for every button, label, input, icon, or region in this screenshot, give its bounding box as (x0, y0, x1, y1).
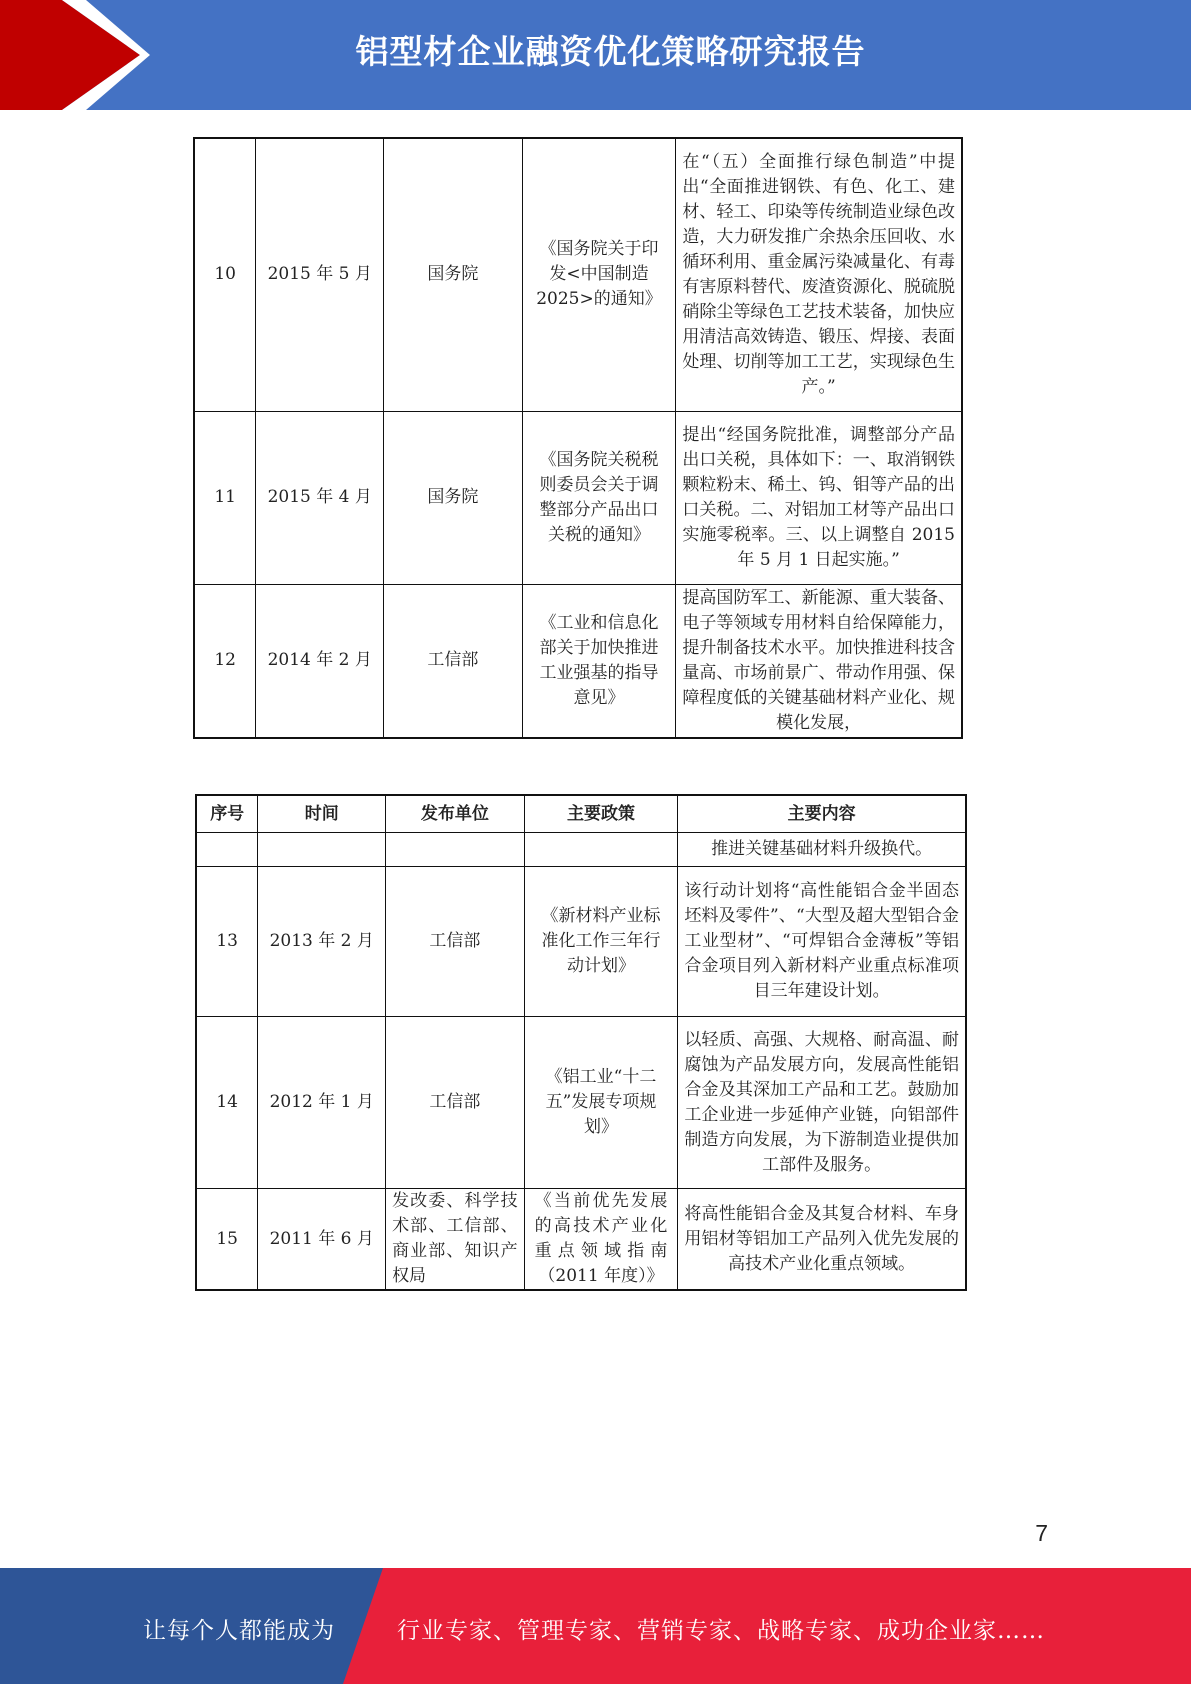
row-content: 提出“经国务院批准，调整部分产品出口关税，具体如下：一、取消钢铁颗粒粉末、稀土、钨、钼等产品的出口关税。二、对铝加工材等产品出口实施零税率。三、以上调整自 2015 年 5 月 1 日起实施。” (676, 411, 962, 584)
row-policy: 《国务院关税税则委员会关于调整部分产品出口关税的通知》 (522, 411, 676, 584)
row-policy: 《国务院关于印发<中国制造2025>的通知》 (522, 138, 676, 411)
row-content: 以轻质、高强、大规格、耐高温、耐腐蚀为产品发展方向，发展高性能铝合金及其深加工产品和工艺。鼓励加工企业进一步延伸产业链，向铝部件制造方向发展，为下游制造业提供加工部件及服务。 (678, 1017, 966, 1189)
row-policy: 《工业和信息化部关于加快推进工业强基的指导意见》 (522, 584, 676, 738)
header-policy: 主要政策 (524, 795, 678, 833)
row-time: 2015 年 5 月 (256, 138, 384, 411)
row-time: 2013 年 2 月 (258, 867, 386, 1017)
row-content: 在“（五）全面推行绿色制造”中提出“全面推进钢铁、有色、化工、建材、轻工、印染等传统制造业绿色改造，大力研发推广余热余压回收、水循环利用、重金属污染减量化、有毒有害原料替代、废渣资源化、脱硫脱硝除尘等绿色工艺技术装备，加快应用清洁高效铸造、锻压、焊接、表面处理、切削等加工工艺，实现绿色生产。” (676, 138, 962, 411)
header-time: 时间 (258, 795, 386, 833)
footer-slogan-left: 让每个人都能成为 (143, 1618, 335, 1644)
footer-slogan-right: 行业专家、管理专家、营销专家、战略专家、成功企业家…… (397, 1618, 1045, 1644)
row-policy: 《铝工业“十二五”发展专项规划》 (524, 1017, 678, 1189)
row-org: 发改委、科学技术部、工信部、商业部、知识产权局 (386, 1189, 525, 1291)
header-content: 主要内容 (678, 795, 966, 833)
table-row (194, 584, 962, 738)
row-number: 10 (194, 138, 256, 411)
row-content: 推进关键基础材料升级换代。 (678, 833, 966, 867)
row-number: 15 (196, 1189, 258, 1291)
table-row-continuation (196, 833, 966, 867)
row-number: 12 (194, 584, 256, 738)
row-org: 国务院 (384, 138, 523, 411)
page-footer (0, 1568, 1191, 1684)
table-row (194, 411, 962, 584)
row-time: 2014 年 2 月 (256, 584, 384, 738)
row-time: 2012 年 1 月 (258, 1017, 386, 1189)
header-org: 发布单位 (386, 795, 525, 833)
page-header (0, 0, 1191, 110)
row-content: 该行动计划将“高性能铝合金半固态坯料及零件”、“大型及超大型铝合金工业型材”、“可焊铝合金薄板”等铝合金项目列入新材料产业重点标准项目三年建设计划。 (678, 867, 966, 1017)
table-row (196, 1017, 966, 1189)
row-content: 提高国防军工、新能源、重大装备、电子等领域专用材料自给保障能力，提升制备技术水平。加快推进科技含量高、市场前景广、带动作用强、保障程度低的关键基础材料产业化、规模化发展， (676, 584, 962, 738)
table-row (196, 1189, 966, 1291)
table-row (196, 867, 966, 1017)
row-time: 2015 年 4 月 (256, 411, 384, 584)
table-header-row (196, 795, 966, 833)
header-number: 序号 (196, 795, 258, 833)
row-policy: 《当前优先发展的高技术产业化重点领域指南（2011 年度）》 (524, 1189, 678, 1291)
row-content: 将高性能铝合金及其复合材料、车身用铝材等铝加工产品列入优先发展的高技术产业化重点领域。 (678, 1189, 966, 1291)
row-org: 工信部 (384, 584, 523, 738)
row-number: 11 (194, 411, 256, 584)
policy-table (195, 794, 967, 1291)
row-number: 13 (196, 867, 258, 1017)
row-org: 工信部 (386, 867, 525, 1017)
row-org: 国务院 (384, 411, 523, 584)
report-title: 铝型材企业融资优化策略研究报告 (355, 32, 866, 71)
table-row (194, 138, 962, 411)
policy-table-continued (193, 137, 963, 739)
page-number: 7 (1035, 1520, 1048, 1546)
row-time: 2011 年 6 月 (258, 1189, 386, 1291)
row-org: 工信部 (386, 1017, 525, 1189)
row-policy: 《新材料产业标准化工作三年行动计划》 (524, 867, 678, 1017)
row-number: 14 (196, 1017, 258, 1189)
